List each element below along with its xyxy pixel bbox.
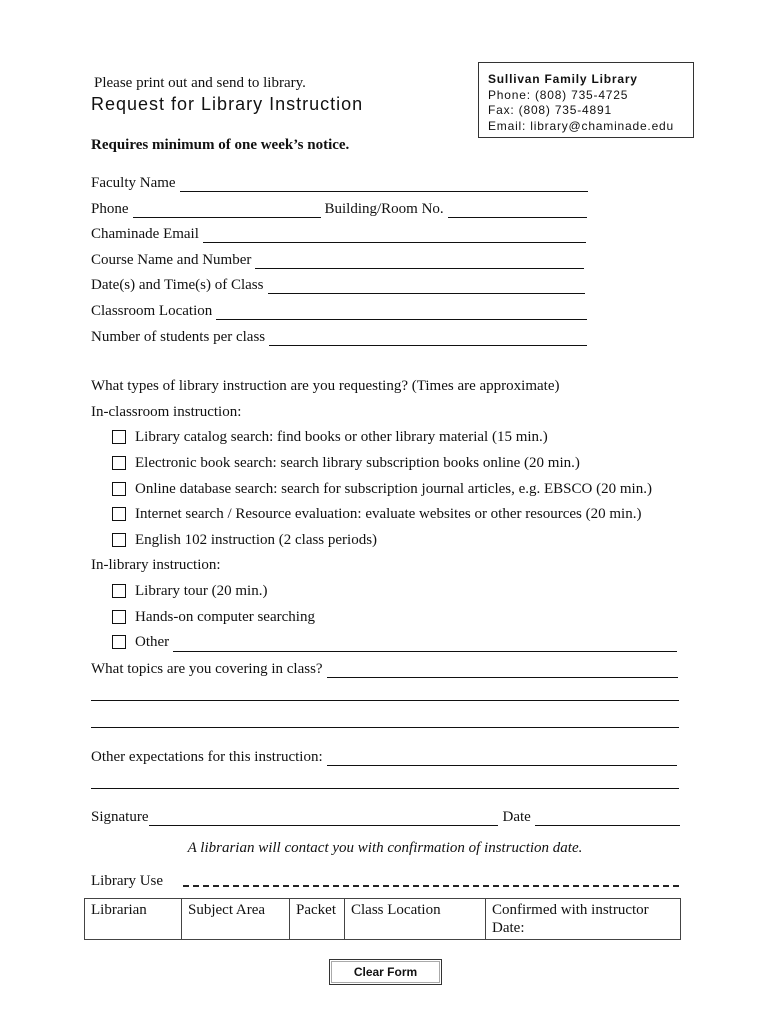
librarian-cell: Librarian xyxy=(85,899,182,940)
library-tour-checkbox[interactable] xyxy=(112,584,126,598)
email-row xyxy=(91,223,586,243)
email-field[interactable] xyxy=(203,227,586,243)
english-102-checkbox[interactable] xyxy=(112,533,126,547)
phone-label: Phone xyxy=(91,201,129,217)
phone-field[interactable] xyxy=(133,202,321,218)
database-search-checkbox[interactable] xyxy=(112,482,126,496)
topics-line-2[interactable] xyxy=(91,700,679,701)
ebook-search-checkbox[interactable] xyxy=(112,456,126,470)
dates-row xyxy=(91,274,585,294)
location-row xyxy=(91,300,587,320)
library-name: Sullivan Family Library xyxy=(488,72,638,86)
instruction-question: What types of library instruction are you requesting? (Times are approximate) xyxy=(91,378,560,394)
hands-on-searching-checkbox[interactable] xyxy=(112,610,126,624)
class-location-cell: Class Location xyxy=(345,899,486,940)
catalog-search-checkbox[interactable] xyxy=(112,430,126,444)
expectations-field[interactable] xyxy=(327,750,677,766)
topics-line-3[interactable] xyxy=(91,727,679,728)
signature-row xyxy=(91,806,680,826)
date-field[interactable] xyxy=(535,810,680,826)
checkbox-row xyxy=(112,607,315,627)
faculty-name-label: Faculty Name xyxy=(91,175,176,191)
packet-cell: Packet xyxy=(290,899,345,940)
students-field[interactable] xyxy=(269,330,587,346)
internet-search-checkbox[interactable] xyxy=(112,507,126,521)
faculty-name-row xyxy=(91,172,588,192)
checkbox-row xyxy=(112,581,267,601)
students-label: Number of students per class xyxy=(91,329,266,345)
page-title: Request for Library Instruction xyxy=(91,94,364,114)
library-use-divider xyxy=(183,885,679,887)
library-email: Email: library@chaminade.edu xyxy=(488,118,674,133)
other-field[interactable] xyxy=(173,636,677,652)
topics-label: What topics are you covering in class? xyxy=(91,661,323,677)
checkbox-row xyxy=(112,427,548,447)
checkbox-label: Internet search / Resource evaluation: evaluate websites or other resources (20 min.) xyxy=(135,505,642,522)
checkbox-label: Hands-on computer searching xyxy=(135,608,315,625)
library-use-table xyxy=(84,898,681,940)
signature-label: Signature xyxy=(91,809,149,825)
expectations-row xyxy=(91,746,677,766)
checkbox-label: English 102 instruction (2 class periods) xyxy=(135,531,378,548)
checkbox-label: Library catalog search: find books or other library material (15 min.) xyxy=(135,428,548,445)
building-label: Building/Room No. xyxy=(324,201,444,217)
checkbox-row xyxy=(112,504,641,524)
contact-box xyxy=(478,62,694,138)
in-classroom-heading: In-classroom instruction: xyxy=(91,404,242,420)
checkbox-row xyxy=(112,632,677,652)
students-row xyxy=(91,326,587,346)
library-fax: Fax: (808) 735-4891 xyxy=(488,103,612,117)
topics-field[interactable] xyxy=(327,662,678,678)
subject-area-cell: Subject Area xyxy=(182,899,290,940)
confirmation-note: A librarian will contact you with confirmation of instruction date. xyxy=(187,840,583,856)
clear-form-button[interactable]: Clear Form xyxy=(329,959,442,985)
library-use-label: Library Use xyxy=(91,873,164,889)
in-library-heading: In-library instruction: xyxy=(91,557,221,573)
course-row xyxy=(91,249,584,269)
classroom-location-field[interactable] xyxy=(216,304,587,320)
date-label: Date xyxy=(502,809,531,825)
checkbox-row xyxy=(112,530,377,550)
expectations-line-2[interactable] xyxy=(91,788,679,789)
checkbox-label: Other xyxy=(135,633,170,650)
intro-text: Please print out and send to library. xyxy=(94,75,306,91)
faculty-name-field[interactable] xyxy=(180,176,588,192)
course-field[interactable] xyxy=(255,253,584,269)
signature-field[interactable] xyxy=(149,810,498,826)
checkbox-row xyxy=(112,453,580,473)
other-checkbox[interactable] xyxy=(112,635,126,649)
dates-field[interactable] xyxy=(268,278,585,294)
expectations-label: Other expectations for this instruction: xyxy=(91,749,323,765)
checkbox-label: Electronic book search: search library subscription books online (20 min.) xyxy=(135,454,580,471)
confirmed-date-cell: Confirmed with instructor Date: xyxy=(486,899,681,940)
location-label: Classroom Location xyxy=(91,303,213,319)
checkbox-label: Online database search: search for subscription journal articles, e.g. EBSCO (20 min.) xyxy=(135,480,652,497)
course-label: Course Name and Number xyxy=(91,252,252,268)
phone-row xyxy=(91,198,587,218)
building-room-field[interactable] xyxy=(448,202,587,218)
library-phone: Phone: (808) 735-4725 xyxy=(488,87,629,102)
email-label: Chaminade Email xyxy=(91,226,199,242)
topics-row xyxy=(91,658,678,678)
checkbox-label: Library tour (20 min.) xyxy=(135,582,268,599)
dates-label: Date(s) and Time(s) of Class xyxy=(91,277,264,293)
checkbox-row xyxy=(112,479,652,499)
notice-text: Requires minimum of one week’s notice. xyxy=(91,137,350,153)
